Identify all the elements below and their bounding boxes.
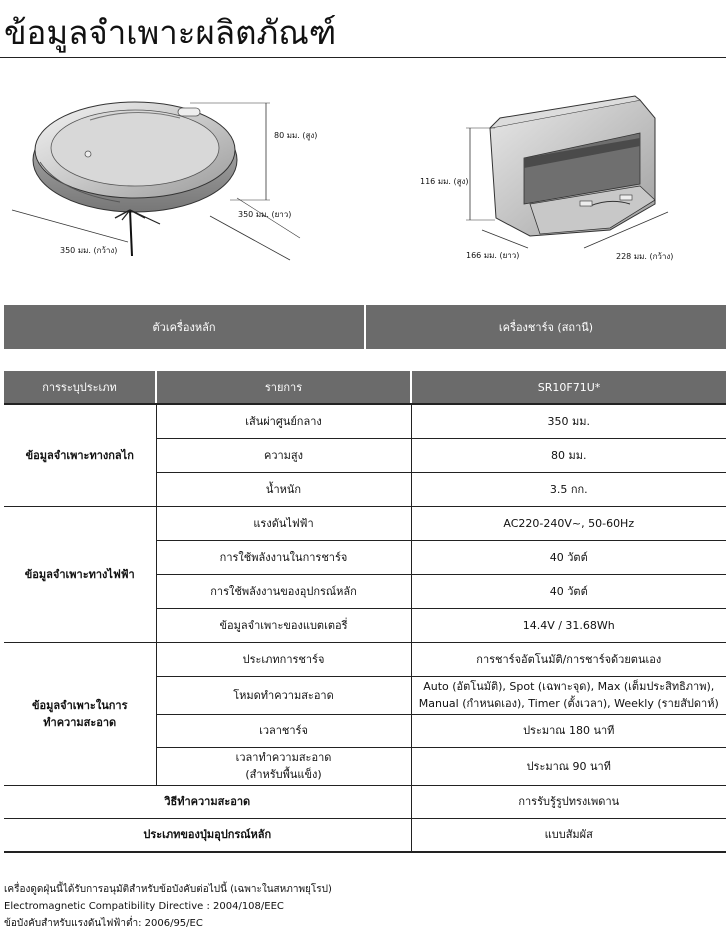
wide-row-label: ประเภทของปุ่มอุปกรณ์หลัก [4, 818, 411, 852]
wide-row-label: วิธีทำความสะอาด [4, 785, 411, 818]
robot-width-label: 350 มม. (กว้าง) [60, 246, 118, 255]
row-value: 40 วัตต์ [411, 574, 726, 608]
charging-station-illustration [466, 96, 668, 248]
table-row [4, 642, 726, 676]
table-row [4, 506, 726, 540]
row-item: ความสูง [156, 438, 411, 472]
category-mechanical: ข้อมูลจำเพาะทางกลไก [4, 404, 156, 506]
page-title: ข้อมูลจำเพาะผลิตภัณฑ์ [4, 13, 337, 52]
main-unit-heading: ตัวเครื่องหลัก [152, 321, 216, 334]
category-electrical: ข้อมูลจำเพาะทางไฟฟ้า [4, 506, 156, 642]
table-header-row [4, 371, 726, 404]
note-line: Electromagnetic Compatibility Directive : 2004/108/EEC [4, 901, 284, 912]
row-value: การชาร์จอัตโนมัติ/การชาร์จด้วยตนเอง [411, 642, 726, 676]
row-value: 40 วัตต์ [411, 540, 726, 574]
charger-heading: เครื่องชาร์จ (สถานี) [498, 321, 594, 334]
table-row [4, 785, 726, 818]
header-model: SR10F71U* [411, 371, 726, 404]
charger-height-label: 116 มม. (สูง) [420, 177, 469, 186]
cleaning-time-line1: เวลาทำความสะอาด [235, 751, 332, 764]
row-value: ประมาณ 90 นาที [411, 747, 726, 785]
charger-length-label: 166 มม. (ยาว) [466, 251, 520, 260]
title-rule [0, 57, 726, 58]
row-value: ประมาณ 180 นาที [411, 714, 726, 747]
specifications-table [4, 371, 726, 853]
header-category: การระบุประเภท [4, 371, 156, 404]
wide-row-value: แบบสัมผัส [411, 818, 726, 852]
row-item: น้ำหนัก [156, 472, 411, 506]
robot-vacuum-illustration [12, 102, 300, 260]
row-item: โหมดทำความสะอาด [156, 676, 411, 714]
row-value: 3.5 กก. [411, 472, 726, 506]
table-row [4, 818, 726, 852]
charger-width-label: 228 มม. (กว้าง) [616, 252, 674, 261]
robot-length-label: 350 มม. (ยาว) [238, 210, 292, 219]
row-value: AC220-240V~, 50-60Hz [411, 506, 726, 540]
wide-row-value: การรับรู้รูปทรงเพดาน [411, 785, 726, 818]
row-item [156, 747, 411, 785]
row-value: 14.4V / 31.68Wh [411, 608, 726, 642]
product-figures [0, 88, 726, 273]
row-item: แรงดันไฟฟ้า [156, 506, 411, 540]
device-header-bar [4, 305, 726, 349]
header-item: รายการ [156, 371, 411, 404]
table-row [4, 404, 726, 438]
row-item: เส้นผ่าศูนย์กลาง [156, 404, 411, 438]
side-brush-icon [115, 210, 160, 256]
category-cleaning-line1: ข้อมูลจำเพาะในการ [32, 698, 128, 712]
note-line: ข้อบังคับสำหรับแรงดันไฟฟ้าต่ำ: 2006/95/EC [4, 918, 203, 929]
robot-height-label: 80 มม. (สูง) [274, 131, 318, 140]
row-value: 80 มม. [411, 438, 726, 472]
row-item: การใช้พลังงานในการชาร์จ [156, 540, 411, 574]
row-value [411, 676, 726, 714]
category-cleaning [4, 642, 156, 785]
row-item: การใช้พลังงานของอุปกรณ์หลัก [156, 574, 411, 608]
cleaning-time-line2: (สำหรับพื้นแข็ง) [245, 768, 322, 781]
cleaning-modes-line1: Auto (อัตโนมัติ), Spot (เฉพาะจุด), Max (เต็มประสิทธิภาพ), [423, 680, 715, 693]
category-cleaning-line2: ทำความสะอาด [43, 715, 117, 729]
cleaning-modes-line2: Manual (กำหนดเอง), Timer (ตั้งเวลา), Weekly (รายสัปดาห์) [418, 697, 719, 710]
row-item: ข้อมูลจำเพาะของแบตเตอรี่ [156, 608, 411, 642]
row-value: 350 มม. [411, 404, 726, 438]
row-item: ประเภทการชาร์จ [156, 642, 411, 676]
compliance-notes [4, 881, 726, 932]
row-item: เวลาชาร์จ [156, 714, 411, 747]
note-line: เครื่องดูดฝุ่นนี้ได้รับการอนุมัติสำหรับข้อบังคับต่อไปนี้ (เฉพาะในสหภาพยุโรป) [4, 884, 332, 895]
